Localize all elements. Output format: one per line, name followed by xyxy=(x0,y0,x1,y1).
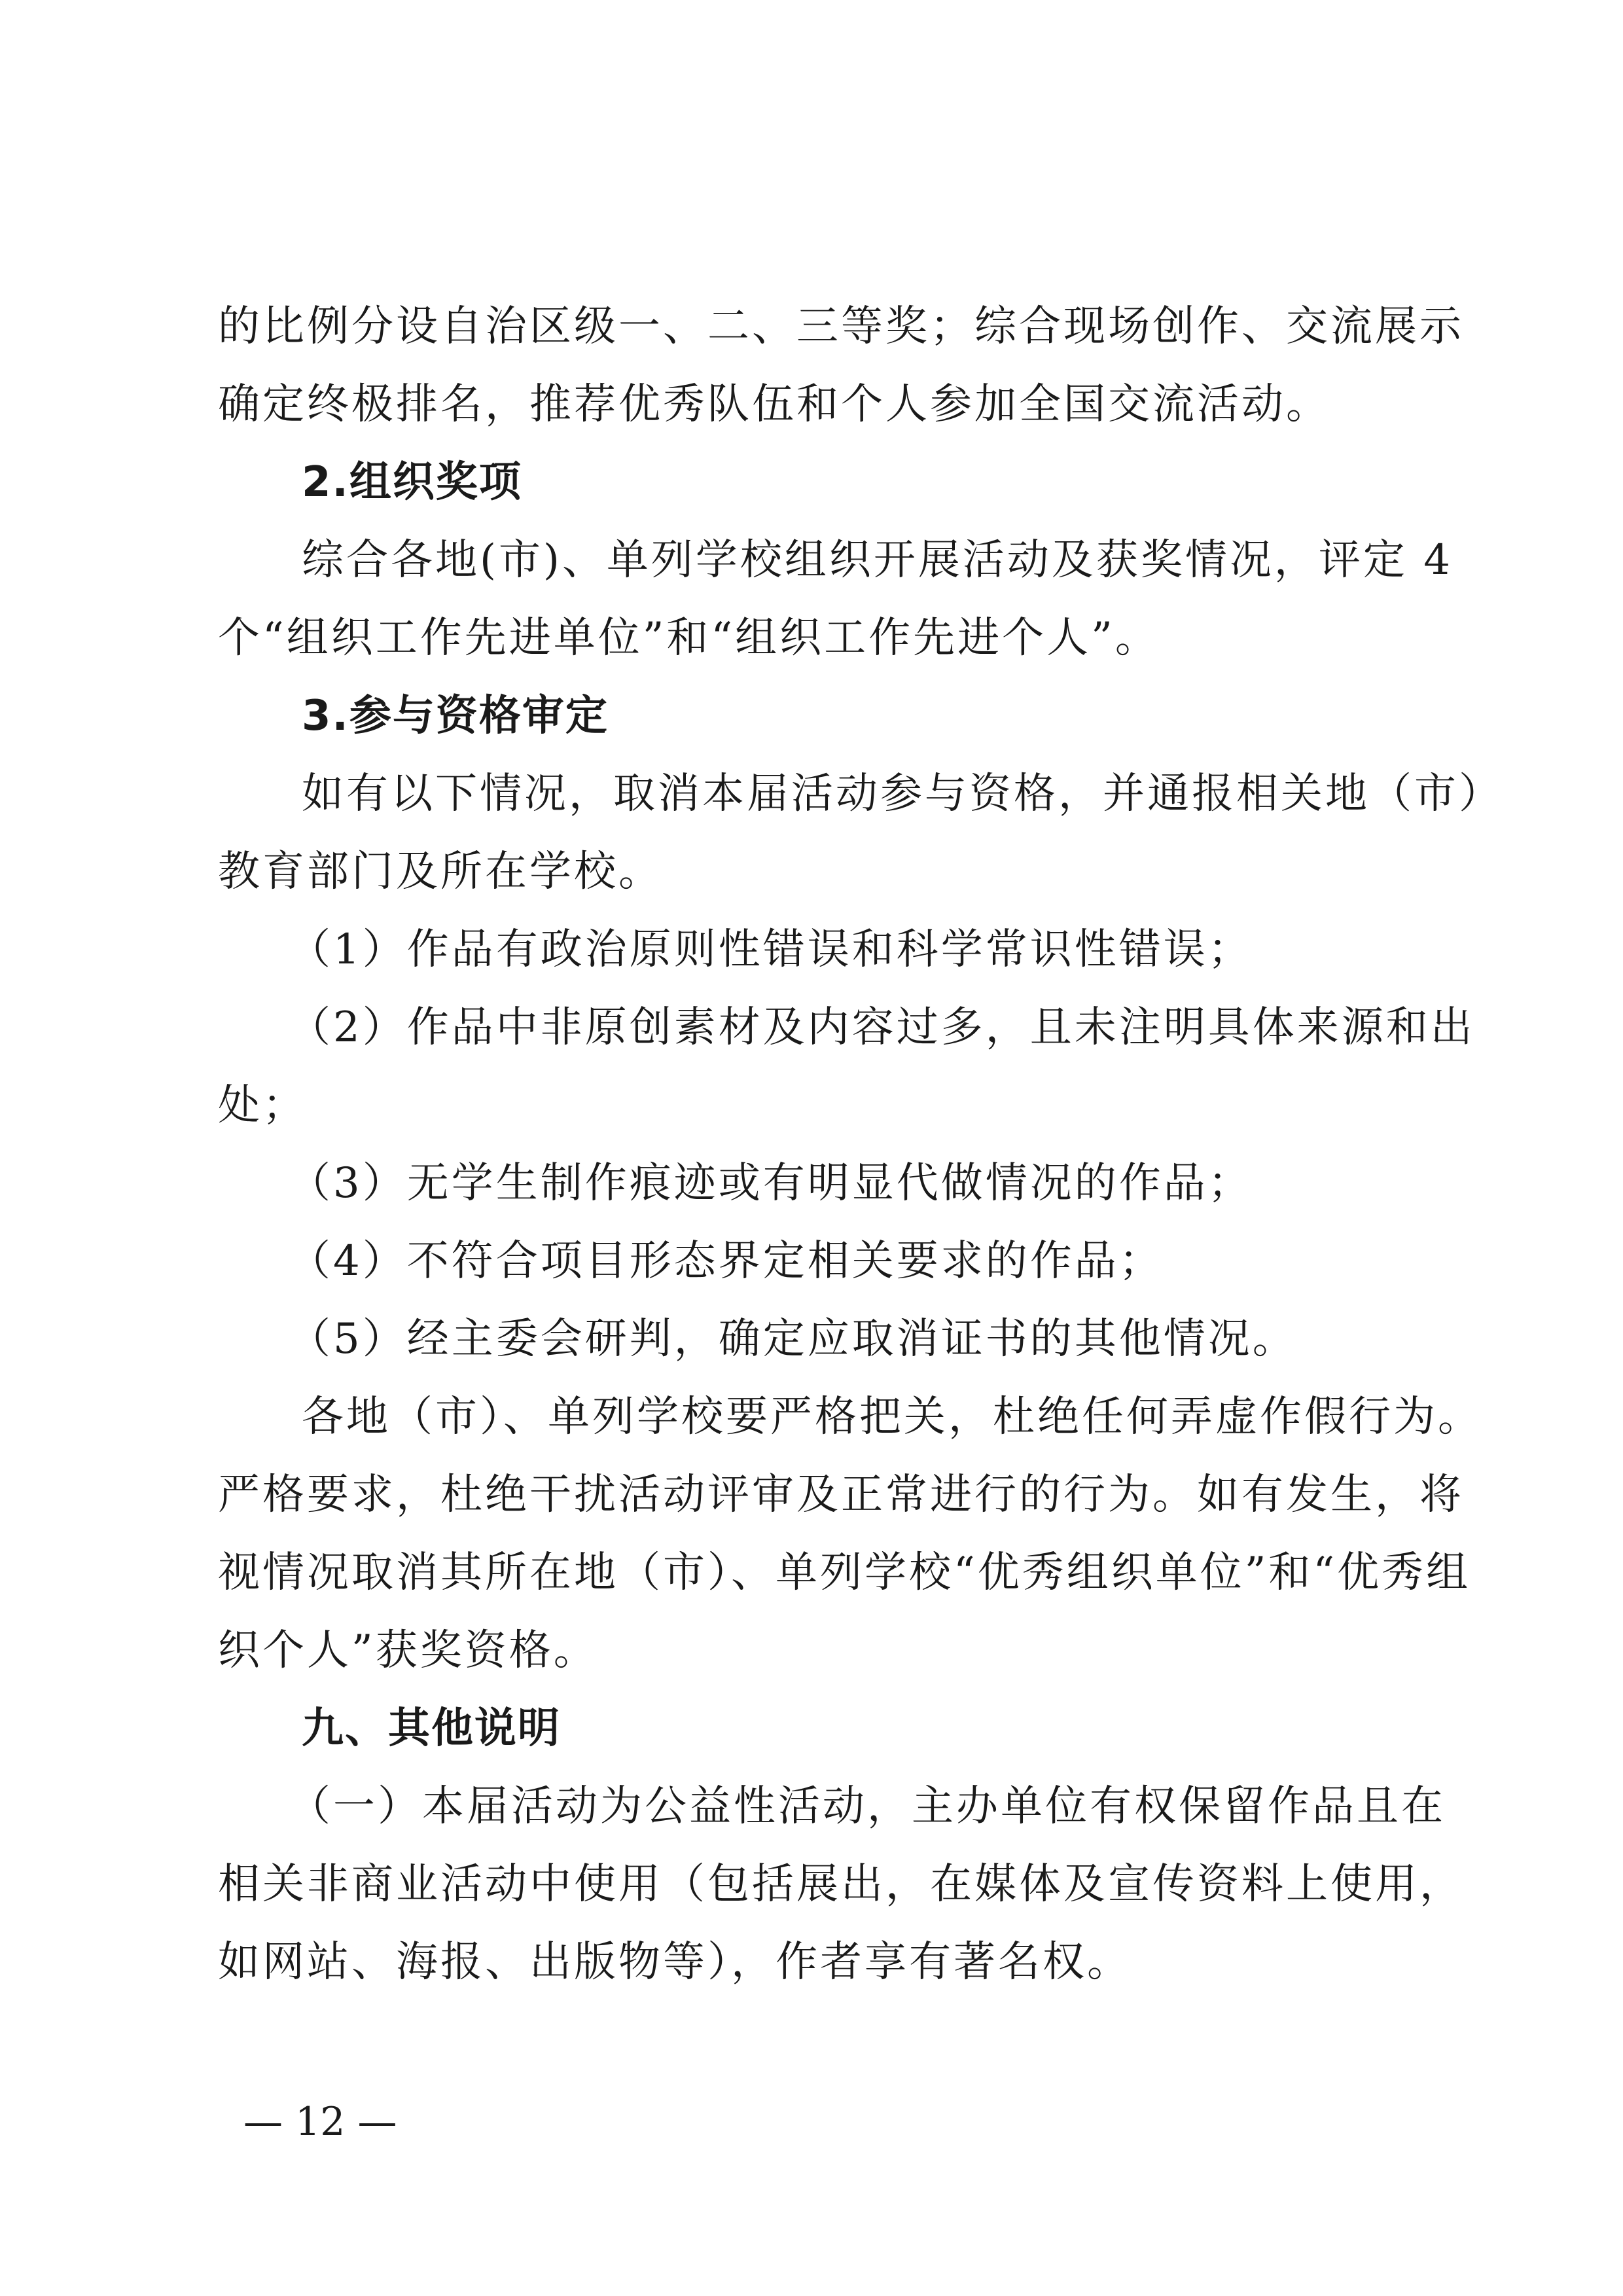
document-body xyxy=(218,288,1503,2001)
paragraph-line: 视情况取消其所在地（市）、单列学校“优秀组织单位”和“优秀组 xyxy=(218,1549,1471,1597)
paragraph-line: 织个人”获奖资格。 xyxy=(218,1626,598,1675)
paragraph-line: 严格要求，杜绝干扰活动评审及正常进行的行为。如有发生，将 xyxy=(218,1471,1464,1519)
paragraph-line: 教育部门及所在学校。 xyxy=(218,848,663,896)
paragraph-line: 如网站、海报、出版物等），作者享有著名权。 xyxy=(218,1938,1132,1986)
paragraph-line: 各地（市）、单列学校要严格把关，杜绝任何弄虚作假行为。 xyxy=(302,1393,1482,1441)
paragraph-line: 个“组织工作先进单位”和“组织工作先进个人”。 xyxy=(218,614,1160,662)
paragraph-line: 综合各地(市)、单列学校组织开展活动及获奖情况，评定 4 xyxy=(302,536,1453,584)
list-item: （5）经主委会研判，确定应取消证书的其他情况。 xyxy=(289,1315,1297,1363)
paragraph-line: 的比例分设自治区级一、二、三等奖；综合现场创作、交流展示 xyxy=(218,302,1464,351)
paragraph-line: （一）本届活动为公益性活动，主办单位有权保留作品且在 xyxy=(289,1782,1446,1831)
list-item: （4）不符合项目形态界定相关要求的作品； xyxy=(289,1237,1164,1285)
paragraph-line: 如有以下情况，取消本届活动参与资格，并通报相关地（市） xyxy=(302,770,1503,818)
list-item: （2）作品中非原创素材及内容过多，且未注明具体来源和出 xyxy=(289,1003,1475,1052)
list-item: （3）无学生制作痕迹或有明显代做情况的作品； xyxy=(289,1159,1253,1208)
paragraph-line: 确定终极排名，推荐优秀队伍和个人参加全国交流活动。 xyxy=(218,380,1330,429)
list-item: （1）作品有政治原则性错误和科学常识性错误； xyxy=(289,925,1253,974)
page-number: — 12 — xyxy=(243,2099,397,2145)
section-heading: 3.参与资格审定 xyxy=(302,692,609,740)
paragraph-line: 相关非商业活动中使用（包括展出，在媒体及宣传资料上使用， xyxy=(218,1860,1464,1909)
section-heading: 九、其他说明 xyxy=(302,1704,561,1753)
paragraph-line: 处； xyxy=(218,1081,307,1130)
section-heading: 2.组织奖项 xyxy=(302,458,522,507)
